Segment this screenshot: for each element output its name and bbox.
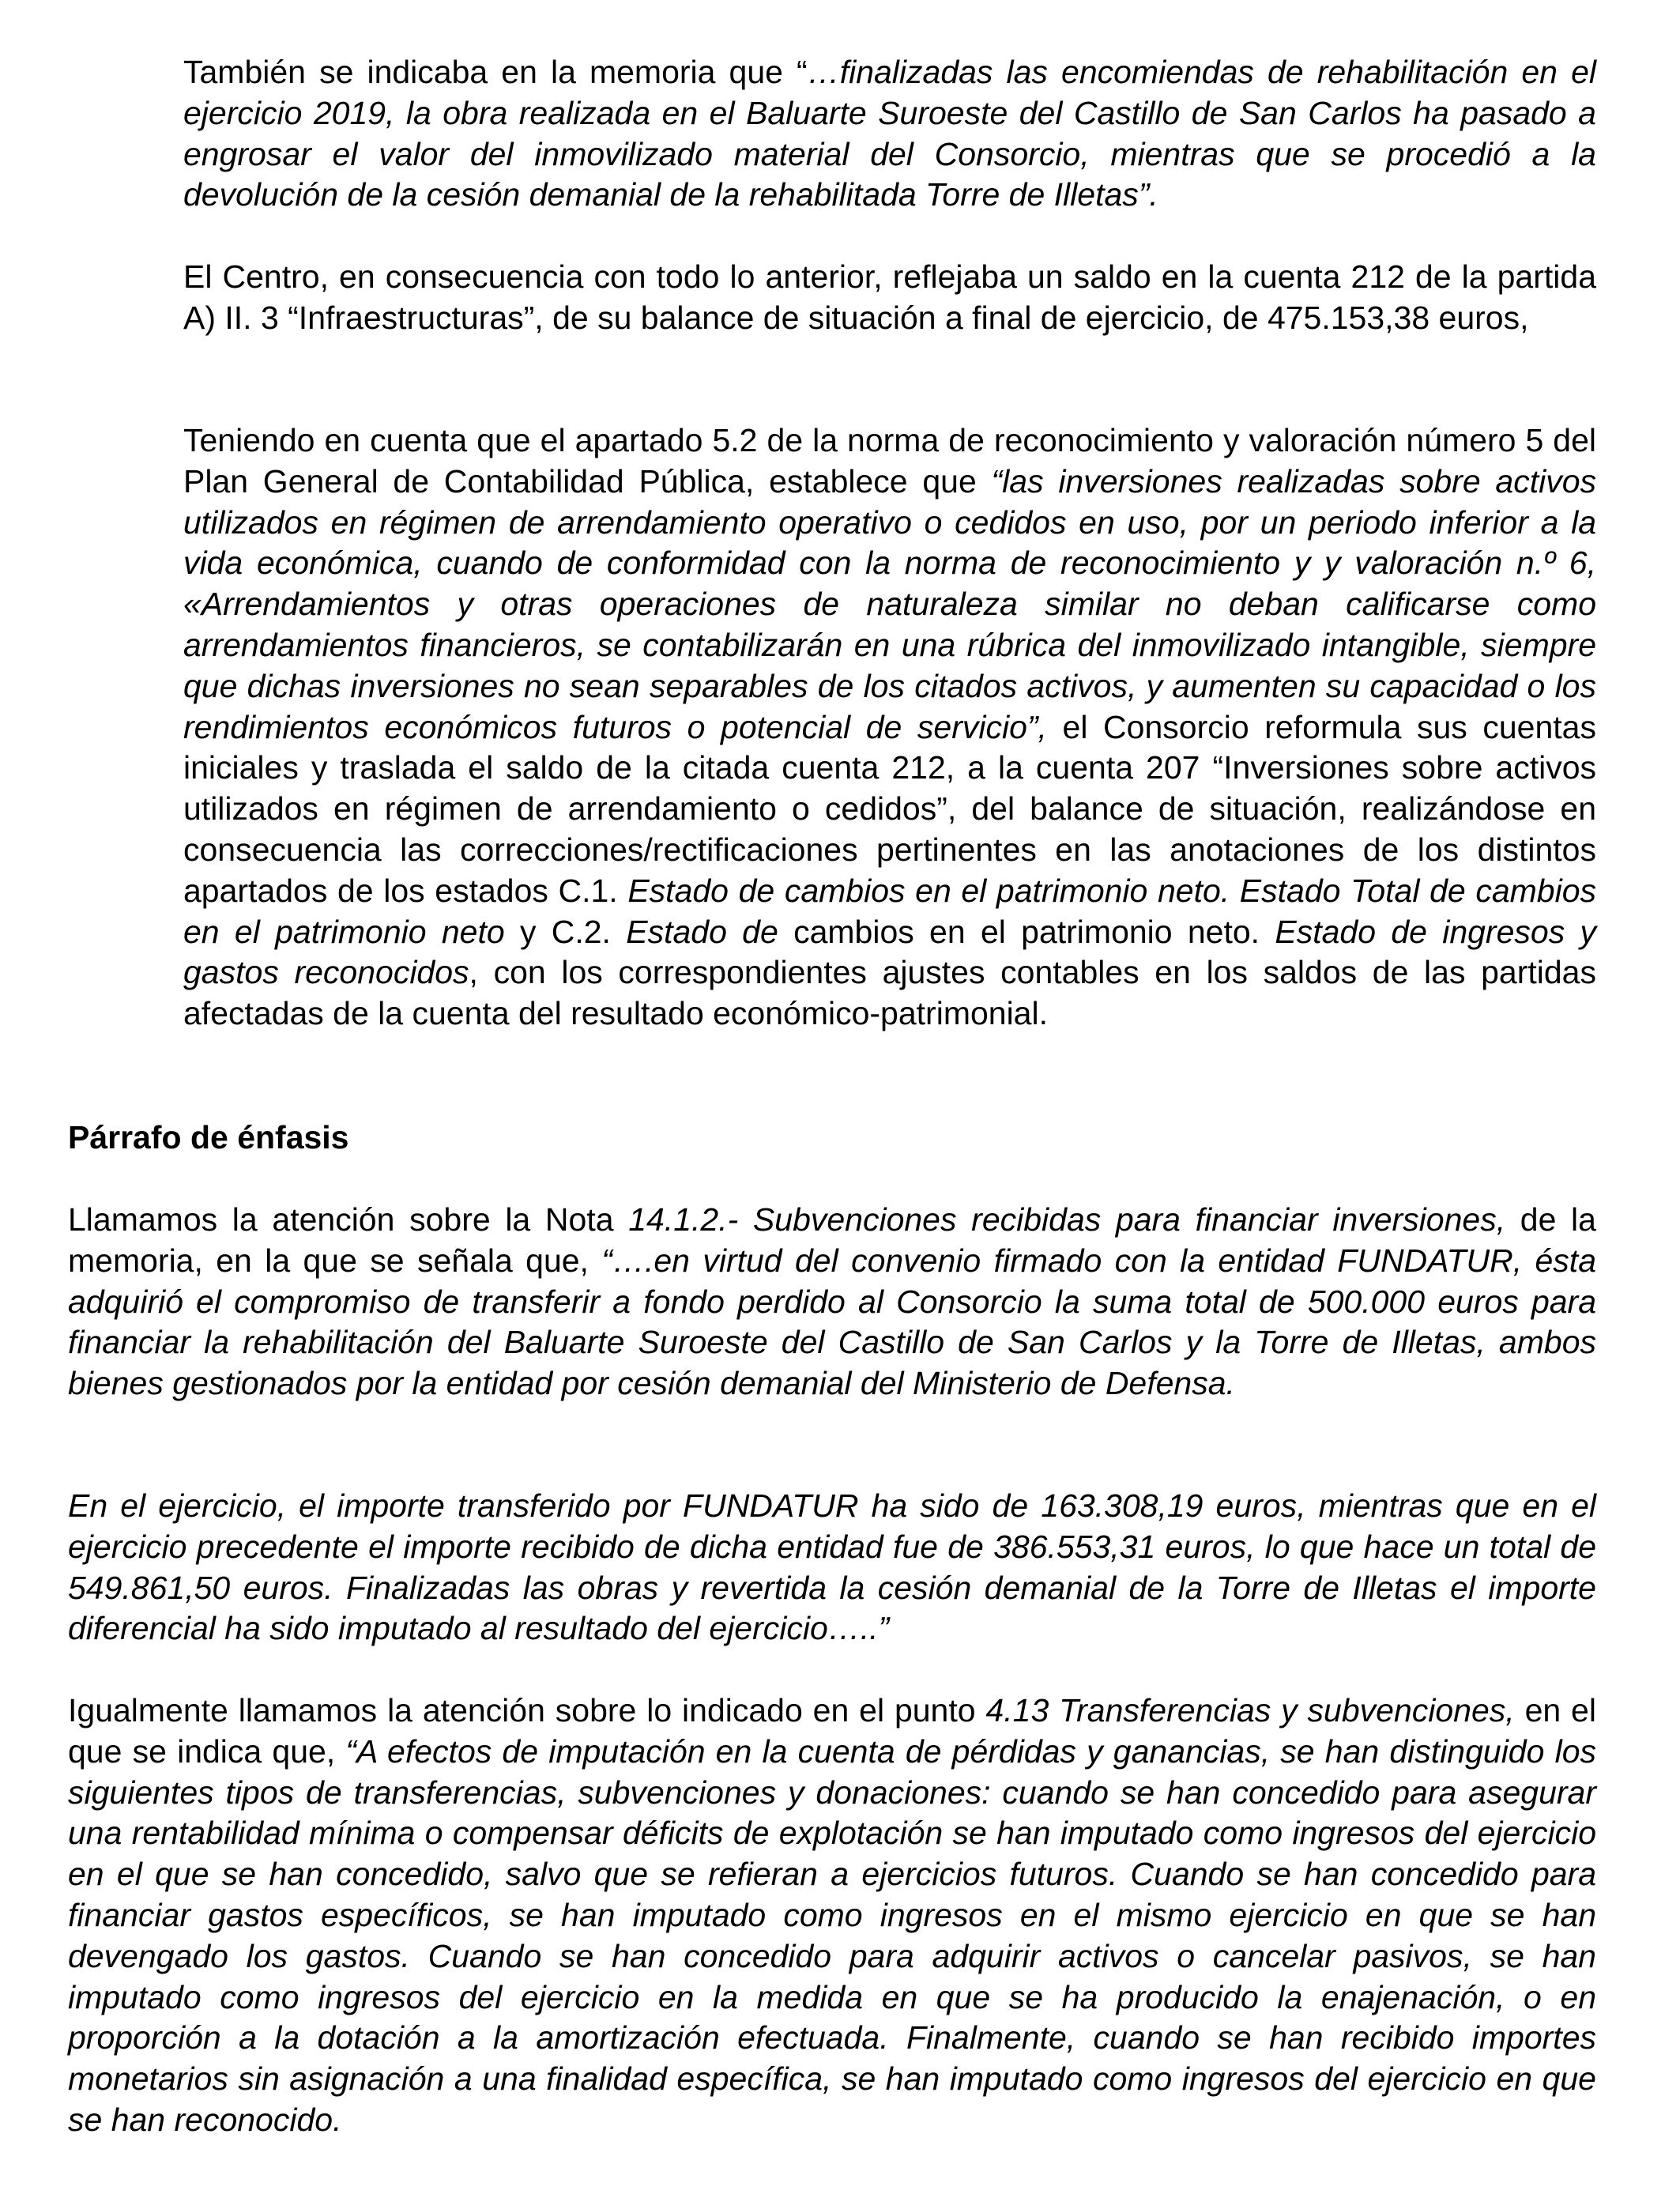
paragraph-nota-subvenciones	[68, 1200, 1596, 1404]
paragraph-text: cambios en el patrimonio neto.	[778, 913, 1275, 950]
paragraph-text: Teniendo en cuenta que el apartado 5.2 de la norma de reconocimiento y valoración número 5 del Plan General de Contabilidad Pública, establece que	[183, 422, 1596, 499]
note-reference: 4.13 Transferencias y subvenciones,	[985, 1692, 1515, 1728]
statement-name: Estado de ingresos y gastos reconocidos	[183, 913, 1596, 991]
paragraph-text: en el que se indica que,	[68, 1692, 1596, 1770]
paragraph-text: También se indicaba en la memoria que “	[183, 54, 808, 90]
paragraph-saldo-cuenta-212	[183, 257, 1596, 339]
quoted-text: “las inversiones realizadas sobre activos utilizados en régimen de arrendamiento operativo o cedidos en uso, por un periodo inferior a la vida económica, cuando de conformidad con la norma de reconocimiento y y valoración n.º 6, «Arrendamientos y otras operaciones de naturaleza similar no deban calificarse como arrendamientos financieros, se contabilizarán en una rúbrica del inmovilizado intangible, siempre que dichas inversiones no sean separables de los citados activos, y aumenten su capacidad o los rendimientos económicos futuros o potencial de servicio”,	[183, 462, 1596, 745]
quoted-text: …finalizadas las encomiendas de rehabilitación en el ejercicio 2019, la obra realizada en el Baluarte Suroeste del Castillo de San Carlos ha pasado a engrosar el valor del inmovilizado material del Consorcio, mientras que se procedió a la devolución de la cesión demanial de la rehabilitada Torre de Illetas”.	[183, 54, 1596, 213]
quoted-text: “A efectos de imputación en la cuenta de pérdidas y ganancias, se han distinguido los siguientes tipos de transferencias, subvenciones y donaciones: cuando se han concedido para asegurar una rentabilidad mínima o compensar déficits de explotación se han imputado como ingresos del ejercicio en el que se han concedido, salvo que se refieran a ejercicios futuros. Cuando se han concedido para financiar gastos específicos, se han imputado como ingresos en el mismo ejercicio en que se han devengado los gastos. Cuando se han concedido para adquirir activos o cancelar pasivos, se han imputado como ingresos del ejercicio en la medida en que se ha producido la enajenación, o en proporción a la dotación a la amortización efectuada. Finalmente, cuando se han recibido importes monetarios sin asignación a una finalidad específica, se han imputado como ingresos del ejercicio en que se han reconocido.	[68, 1732, 1597, 2138]
quoted-text: En el ejercicio, el importe transferido por FUNDATUR ha sido de 163.308,19 euros, mientras que en el ejercicio precedente el importe recibido de dicha entidad fue de 386.553,31 euros, lo que hace un total de 549.861,50 euros. Finalizadas las obras y revertida la cesión demanial de la Torre de Illetas el importe diferencial ha sido imputado al resultado del ejercicio…..”	[68, 1487, 1596, 1647]
paragraph-text: y C.2.	[504, 913, 627, 950]
paragraph-importe-fundatur	[68, 1486, 1596, 1649]
paragraph-text: El Centro, en consecuencia con todo lo anterior, reflejaba un saldo en la cuenta 212 de la partida A) II. 3 “Infraestructuras”, de su balance de situación a final de ejercicio, de 475.153,38 euros,	[183, 258, 1596, 336]
paragraph-text: Igualmente llamamos la atención sobre lo indicado en el punto	[68, 1692, 986, 1728]
statement-name: Estado de	[626, 913, 778, 950]
paragraph-text: Llamamos la atención sobre la Nota	[68, 1201, 629, 1238]
note-reference: 14.1.2.- Subvenciones recibidas para financiar inversiones,	[628, 1201, 1506, 1238]
section-heading-enfasis: Párrafo de énfasis	[68, 1119, 349, 1155]
paragraph-transferencias-subvenciones	[68, 1691, 1596, 2141]
paragraph-memoria-rehabilitacion	[183, 52, 1596, 216]
paragraph-norma-reconocimiento	[183, 420, 1596, 1035]
paragraph-text: el Consorcio reformula sus cuentas iniciales y traslada el saldo de la citada cuenta 212, a la cuenta 207 “Inversiones sobre activos utilizados en régimen de arrendamiento o cedidos”, del balance de situación, realizándose en consecuencia las correcciones/rectificaciones pertinentes en las anotaciones de los distintos apartados de los estados C.1.	[183, 708, 1596, 909]
statement-name: Estado de cambios en el patrimonio neto. Estado Total de cambios en el patrimonio neto	[183, 872, 1596, 950]
paragraph-text: de la memoria, en la que se señala que,	[68, 1201, 1596, 1279]
paragraph-text: , con los correspondientes ajustes contables en los saldos de las partidas afectadas de la cuenta del resultado económico-patrimonial.	[183, 954, 1596, 1032]
quoted-text: “….en virtud del convenio firmado con la entidad FUNDATUR, ésta adquirió el compromiso de transferir a fondo perdido al Consorcio la suma total de 500.000 euros para financiar la rehabilitación del Baluarte Suroeste del Castillo de San Carlos y la Torre de Illetas, ambos bienes gestionados por la entidad por cesión demanial del Ministerio de Defensa.	[68, 1242, 1596, 1402]
